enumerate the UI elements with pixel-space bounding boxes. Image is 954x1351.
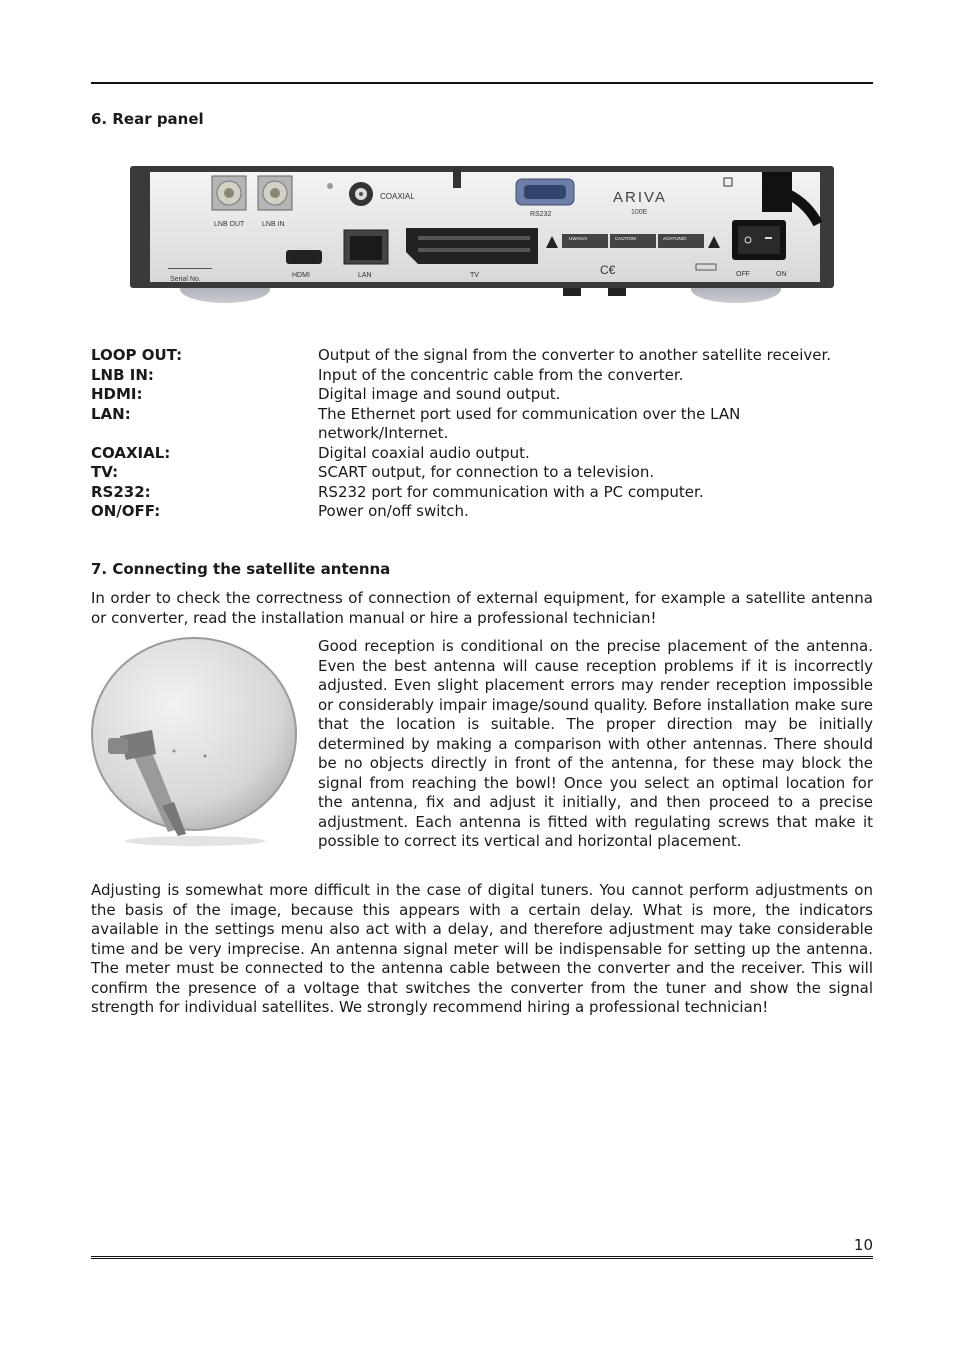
- definition-desc: Input of the concentric cable from the converter.: [318, 365, 684, 384]
- definition-row: [91, 463, 873, 483]
- section-7-heading: 7. Connecting the satellite antenna: [91, 560, 391, 578]
- definition-row: [91, 444, 873, 464]
- definition-desc: Power on/off switch.: [318, 502, 469, 520]
- page-number: 10: [853, 1236, 873, 1254]
- svg-text:C€: C€: [600, 263, 616, 277]
- header-rule: [91, 82, 873, 84]
- hdmi-label: HDMI: [292, 272, 310, 279]
- brand-label: ARIVA: [613, 189, 667, 206]
- antenna-placement-paragraph: Good reception is conditional on the precise placement of the antenna. Even the best antenna will cause reception problems if it is incorrectly adjusted. Even slight placement errors may render reception impossible or considerably impair image/sound quality. Before installation make sure that the location is suitable. The proper direction may be initially determined by making a comparison with other antennas. There should be no objects directly in front of the antenna, for these may block the signal from reaching the bowl! Once you select an optimal location for the antenna, fix and adjust it initially, and then proceed to a precise adjustment. Each antenna is fitted with regulating screws that make it possible to correct its vertical and horizontal placement.: [318, 637, 873, 850]
- lnb-in-connector: [258, 176, 292, 210]
- warning-3: ACHTUNG!: [663, 236, 687, 241]
- satellite-dish-image: [90, 636, 300, 846]
- definition-desc: Output of the signal from the converter to another satellite receiver.: [318, 346, 832, 364]
- definition-row: [91, 483, 873, 503]
- definition-desc: Digital image and sound output.: [318, 385, 561, 403]
- serial-label: Serial No.: [170, 276, 201, 283]
- warning-2: CAUTION!: [615, 236, 637, 241]
- rs232-label: RS232: [530, 211, 552, 218]
- definition-row: [91, 366, 873, 386]
- definition-desc: RS232 port for communication with a PC computer.: [318, 482, 704, 501]
- definition-desc: The Ethernet port used for communication over the LAN network/Internet.: [318, 404, 741, 442]
- lnb-in-label: LNB IN: [262, 221, 285, 228]
- intro-paragraph: In order to check the correctness of connection of external equipment, for example a satellite antenna or converter, read the installation manual or hire a professional technician!: [91, 589, 873, 627]
- coaxial-label: COAXIAL: [380, 192, 415, 201]
- warning-1: UWAGA!: [569, 236, 588, 241]
- footer-rule: [91, 1256, 873, 1259]
- power-switch: [732, 220, 786, 260]
- definition-row: [91, 346, 873, 366]
- definition-desc: Digital coaxial audio output.: [318, 443, 530, 462]
- definition-term: RS232:: [91, 482, 151, 501]
- adjusting-paragraph: Adjusting is somewhat more difficult in the case of digital tuners. You cannot perform adjustments on the basis of the image, because this appears with a certain delay. What is more, the indicators available in the settings menu also act with a delay, and therefore adjustment may take considerable time and be very imprecise. An antenna signal meter will be indispensable for setting up the antenna. The meter must be connected to the antenna cable between the converter and the receiver. This will confirm the presence of a voltage that switches the converter from the tuner and show the signal strength for individual satellites. We strongly recommend hiring a professional technician!: [91, 881, 873, 1016]
- lan-label: LAN: [358, 272, 372, 279]
- definition-term: LAN:: [91, 404, 131, 423]
- definition-term: COAXIAL:: [91, 443, 171, 462]
- definition-term: LNB IN:: [91, 365, 154, 384]
- definition-term: TV:: [91, 463, 119, 481]
- lnb-out-connector: [212, 176, 246, 210]
- lnb-out-label: LNB OUT: [214, 221, 245, 228]
- rear-panel-image: [128, 164, 836, 310]
- definition-term: ON/OFF:: [91, 502, 161, 520]
- connector-definitions: [91, 346, 873, 522]
- definition-row: [91, 502, 873, 522]
- tv-label: TV: [470, 272, 479, 279]
- definition-term: LOOP OUT:: [91, 346, 183, 364]
- definition-desc: SCART output, for connection to a television.: [318, 463, 655, 481]
- on-label: ON: [776, 271, 787, 278]
- definition-term: HDMI:: [91, 385, 143, 403]
- definition-row: [91, 405, 873, 444]
- model-label: 100E: [631, 209, 648, 216]
- off-label: OFF: [736, 271, 750, 278]
- definition-row: [91, 385, 873, 405]
- section-6-heading: 6. Rear panel: [91, 110, 204, 128]
